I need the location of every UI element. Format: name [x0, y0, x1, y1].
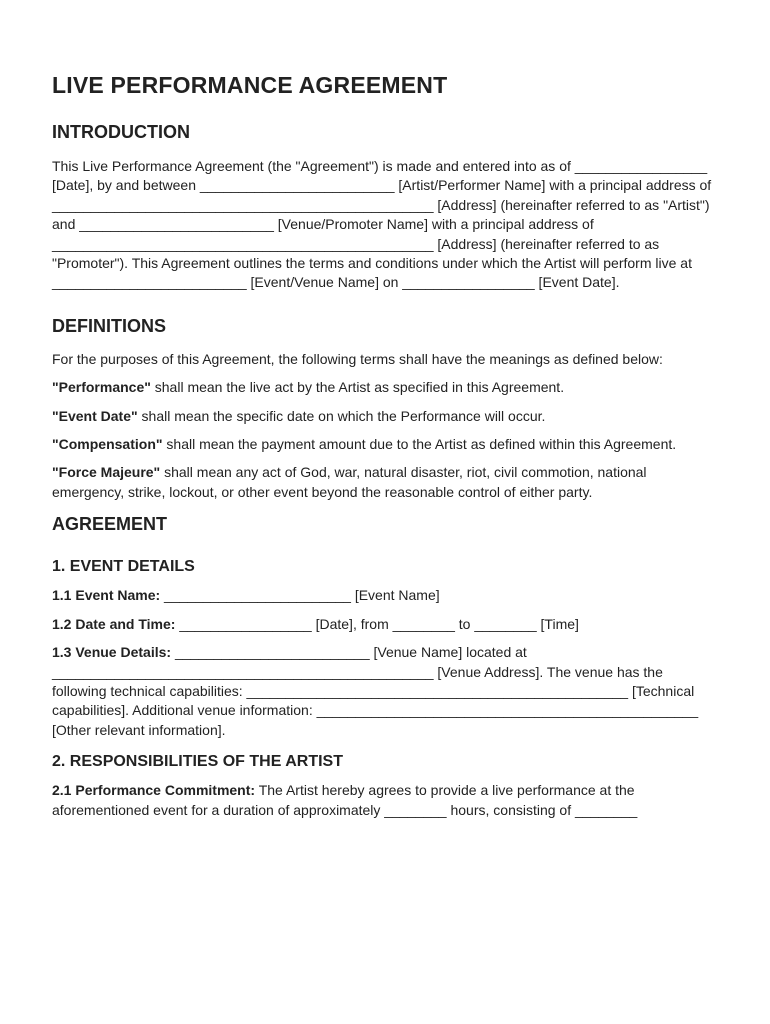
- responsibilities-heading: 2. RESPONSIBILITIES OF THE ARTIST: [52, 753, 343, 771]
- definition-text: shall mean the live act by the Artist as specified in this Agreement.: [150, 379, 565, 396]
- definition-term: "Force Majeure": [52, 464, 161, 481]
- clause-text: _________________ [Date], from ________ to ________ [Time]: [175, 615, 579, 632]
- clause-label: 1.3 Venue Details:: [52, 644, 172, 661]
- definition-force-majeure: [52, 463, 718, 502]
- definition-term: "Performance": [52, 379, 151, 396]
- definitions-intro: For the purposes of this Agreement, the following terms shall have the meanings as defined below:: [52, 350, 663, 367]
- definition-text: shall mean the specific date on which the Performance will occur.: [137, 407, 546, 424]
- clause-text: The Artist hereby agrees to provide a live performance at the aforementioned event for a duration of approximately ________ hours, consisting of ________: [52, 782, 638, 818]
- event-details-heading: 1. EVENT DETAILS: [52, 558, 195, 576]
- performance-commitment-clause: [52, 781, 718, 820]
- clause-text: _________________________ [Venue Name] located at _________________________________________________ [Venue Address]. The venue has the following technical capabilities: _________________________________________________ [Technical capabilities]. Additional venue information: _________________________________________________ [Other relevant information].: [52, 644, 699, 738]
- definition-compensation: [52, 435, 718, 454]
- definition-event-date: [52, 407, 718, 426]
- clause-label: 2.1 Performance Commitment:: [52, 782, 256, 799]
- definition-term: "Event Date": [52, 407, 138, 424]
- event-name-clause: [52, 586, 718, 605]
- clause-text: ________________________ [Event Name]: [160, 587, 440, 604]
- venue-details-clause: [52, 643, 718, 740]
- date-time-clause: [52, 615, 718, 634]
- clause-label: 1.1 Event Name:: [52, 587, 161, 604]
- agreement-heading: AGREEMENT: [52, 514, 168, 535]
- clause-label: 1.2 Date and Time:: [52, 615, 176, 632]
- document-title: LIVE PERFORMANCE AGREEMENT: [52, 72, 448, 98]
- definitions-heading: DEFINITIONS: [52, 315, 167, 336]
- definition-text: shall mean the payment amount due to the Artist as defined within this Agreement.: [162, 436, 677, 453]
- introduction-paragraph: This Live Performance Agreement (the "Agreement") is made and entered into as of _________________ [Date], by and between _________________________ [Artist/Performer Name] with a principal address of _________________________________________________ [Address] (hereinafter referred to as "Artist") and _________________________ [Venue/Promoter Name] with a principal address of _________________________________________________ [Address] (hereinafter referred to as "Promoter"). This Agreement outlines the terms and conditions under which the Artist will perform live at _________________________ [Event/Venue Name] on _________________ [Event Date].: [52, 158, 712, 291]
- introduction-heading: INTRODUCTION: [52, 122, 190, 142]
- definition-performance: [52, 378, 718, 397]
- definition-text: shall mean any act of God, war, natural disaster, riot, civil commotion, national emergency, strike, lockout, or other event beyond the reasonable control of either party.: [52, 464, 647, 500]
- definition-term: "Compensation": [52, 436, 163, 453]
